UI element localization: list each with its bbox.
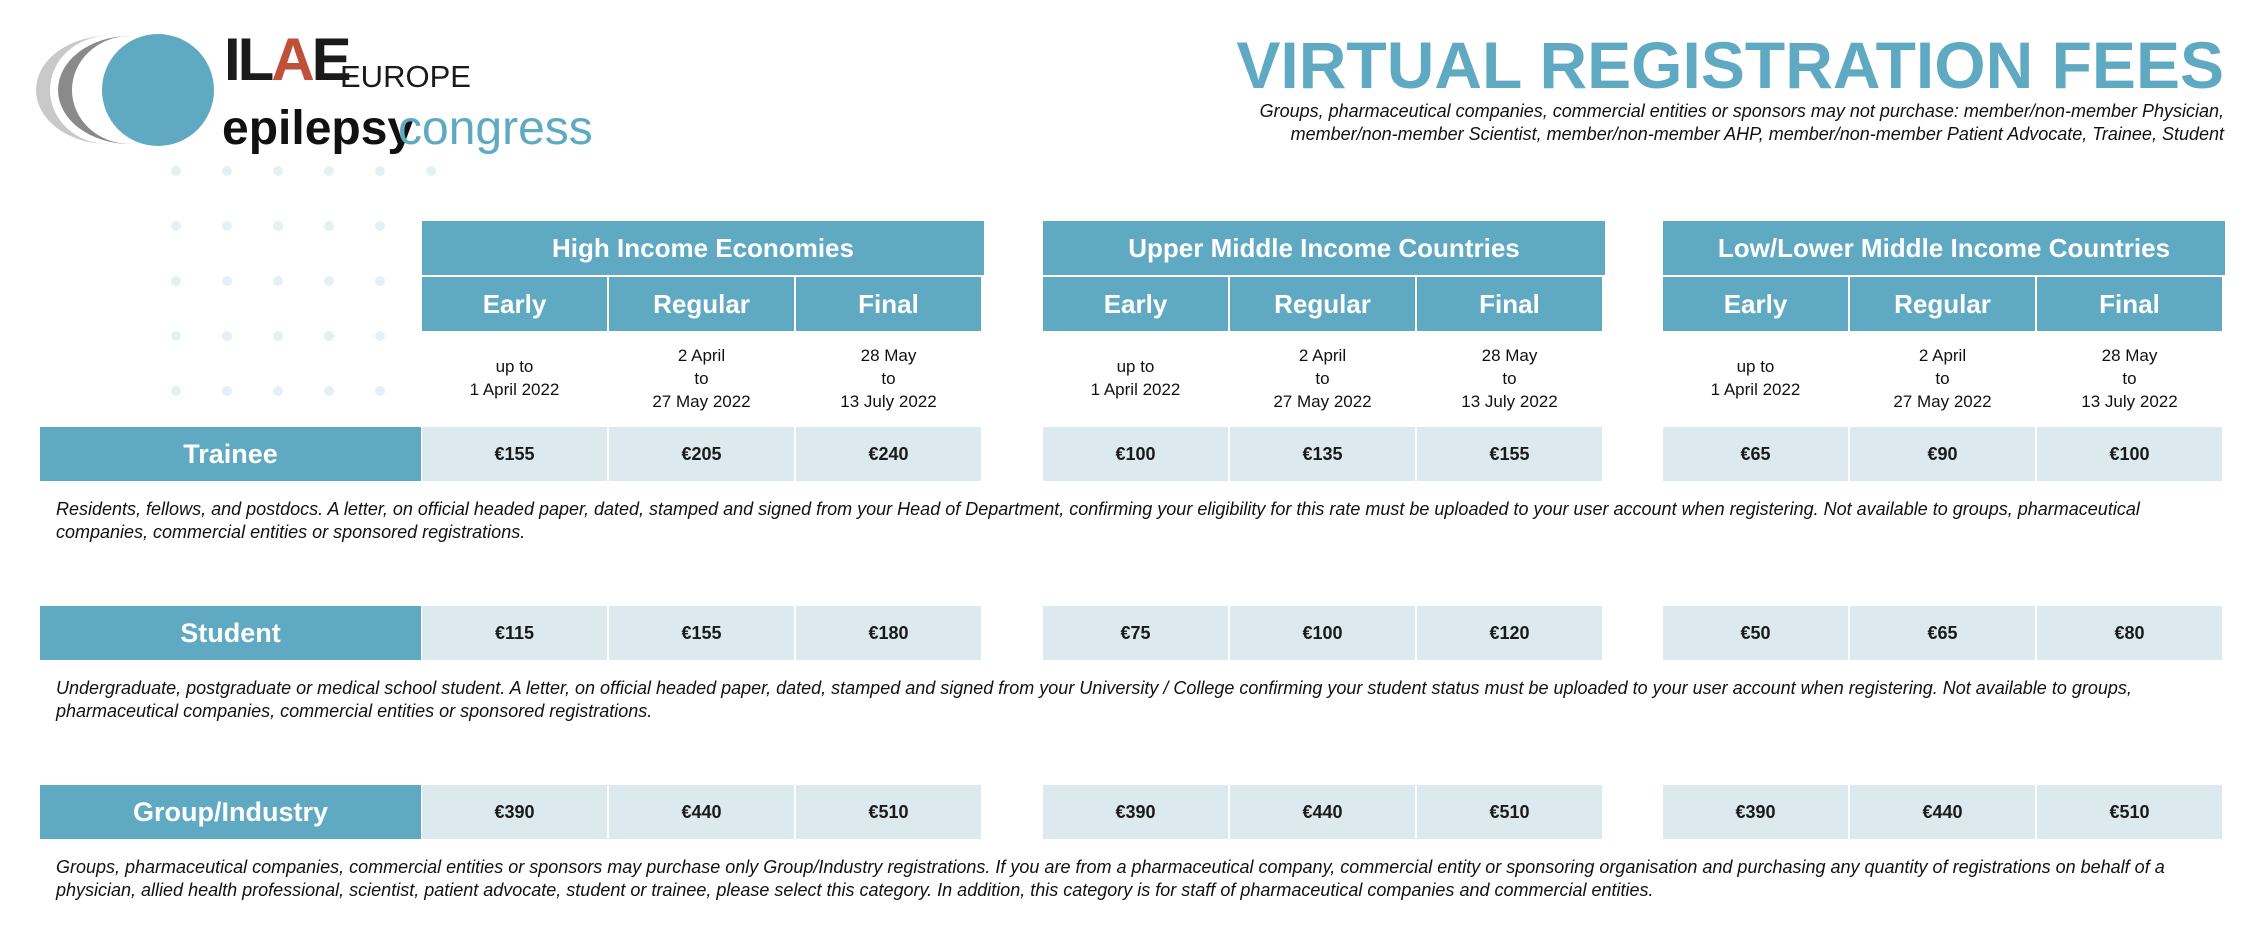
price-cell: €155 <box>422 427 607 481</box>
period-header-early: Early <box>422 277 607 331</box>
decor-dot <box>222 221 232 231</box>
decor-dot <box>375 276 385 286</box>
period-header-regular: Regular <box>609 277 794 331</box>
decor-dot <box>324 221 334 231</box>
period-dates-regular <box>1230 332 1415 424</box>
price-cell: €390 <box>1663 785 1848 839</box>
decor-dot <box>273 386 283 396</box>
price-cell: €440 <box>1230 785 1415 839</box>
period-header-final: Final <box>2037 277 2222 331</box>
price-cell: €390 <box>422 785 607 839</box>
row-label-group-industry: Group/Industry <box>40 785 421 839</box>
price-cell: €205 <box>609 427 794 481</box>
decor-dot <box>273 331 283 341</box>
period-header-regular: Regular <box>1230 277 1415 331</box>
price-cell: €75 <box>1043 606 1228 660</box>
price-cell: €90 <box>1850 427 2035 481</box>
decor-dot <box>171 166 181 176</box>
decor-dot <box>324 166 334 176</box>
decor-dot <box>375 331 385 341</box>
price-cell: €100 <box>2037 427 2222 481</box>
row-label-trainee: Trainee <box>40 427 421 481</box>
date-line: to <box>1502 368 1517 388</box>
income-group-header: High Income Economies <box>422 221 984 275</box>
decor-dot <box>171 331 181 341</box>
period-header-final: Final <box>796 277 981 331</box>
row-description: Groups, pharmaceutical companies, commercial entities or sponsors may purchase only Group/Industry registrations. If you are from a pharmaceutical company, commercial entity or sponsoring organisation and purchasing any quantity of registrations on behalf of a physician, allied health professional, scientist, patient advocate, student or trainee, please select this category. In addition, this category is for staff of pharmaceutical companies and commercial entities. <box>56 857 2165 900</box>
decor-dot <box>222 331 232 341</box>
price-cell: €390 <box>1043 785 1228 839</box>
date-line: 2 April <box>1298 345 1347 365</box>
period-dates-early <box>1663 332 1848 424</box>
income-group-header: Low/Lower Middle Income Countries <box>1663 221 2225 275</box>
decor-dot <box>171 221 181 231</box>
date-line: 28 May <box>860 345 917 365</box>
price-cell: €65 <box>1663 427 1848 481</box>
price-cell: €440 <box>609 785 794 839</box>
date-line: 28 May <box>2101 345 2158 365</box>
logo-word-congress: congress <box>398 102 593 155</box>
date-line: 2 April <box>1918 345 1967 365</box>
period-header-regular: Regular <box>1850 277 2035 331</box>
price-cell: €440 <box>1850 785 2035 839</box>
date-line: to <box>694 368 709 388</box>
price-cell: €180 <box>796 606 981 660</box>
page-title: VIRTUAL REGISTRATION FEES <box>1236 28 2224 102</box>
row-label-student: Student <box>40 606 421 660</box>
decor-dot <box>171 276 181 286</box>
decor-dot <box>375 386 385 396</box>
date-line: 1 April 2022 <box>469 380 560 399</box>
date-line: to <box>2122 368 2137 388</box>
decor-dot <box>324 386 334 396</box>
date-line: 13 July 2022 <box>1461 391 1558 411</box>
date-line: 1 April 2022 <box>1710 380 1801 399</box>
income-group-header: Upper Middle Income Countries <box>1043 221 1605 275</box>
date-line: 28 May <box>1481 345 1538 365</box>
date-line: to <box>1315 368 1330 388</box>
row-description: Undergraduate, postgraduate or medical school student. A letter, on official headed paper, dated, stamped and signed from your University / College confirming your student status must be uploaded to your user account when registering. Not available to groups, pharmaceutical companies, commercial entities or sponsored registrations. <box>56 678 2132 721</box>
decor-dot <box>375 166 385 176</box>
decor-dot <box>324 331 334 341</box>
period-header-final: Final <box>1417 277 1602 331</box>
date-line: up to <box>1736 357 1775 376</box>
decor-dot <box>273 166 283 176</box>
logo-region: EUROPE <box>340 59 471 94</box>
date-line: 27 May 2022 <box>652 391 751 411</box>
logo-circle <box>102 34 214 146</box>
price-cell: €80 <box>2037 606 2222 660</box>
date-line: 2 April <box>677 345 726 365</box>
price-cell: €510 <box>796 785 981 839</box>
row-description: Residents, fellows, and postdocs. A letter, on official headed paper, dated, stamped and signed from your Head of Department, confirming your eligibility for this rate must be uploaded to your user account when registering. Not available to groups, pharmaceutical companies, commercial entities or sponsored registrations. <box>56 499 2140 542</box>
period-dates-final <box>1417 332 1602 424</box>
price-cell: €155 <box>609 606 794 660</box>
price-cell: €155 <box>1417 427 1602 481</box>
decor-dot <box>273 221 283 231</box>
purchase-restriction-note: Groups, pharmaceutical companies, commercial entities or sponsors may not purchase: member/non-member Physician, member/non-member Scientist, member/non-member AHP, member/non-member Patient Advocate, Trainee, Student <box>1259 101 2224 144</box>
decor-dot <box>222 386 232 396</box>
period-dates-regular <box>609 332 794 424</box>
price-cell: €510 <box>2037 785 2222 839</box>
logo-word-epilepsy: epilepsy <box>222 102 415 155</box>
date-line: 27 May 2022 <box>1893 391 1992 411</box>
decor-dot <box>171 386 181 396</box>
price-cell: €65 <box>1850 606 2035 660</box>
price-cell: €50 <box>1663 606 1848 660</box>
decor-dot <box>222 276 232 286</box>
price-cell: €115 <box>422 606 607 660</box>
date-line: up to <box>1116 357 1155 376</box>
decor-dot <box>222 166 232 176</box>
date-line: to <box>881 368 896 388</box>
price-cell: €240 <box>796 427 981 481</box>
date-line: 13 July 2022 <box>840 391 937 411</box>
price-cell: €510 <box>1417 785 1602 839</box>
date-line: 27 May 2022 <box>1273 391 1372 411</box>
period-dates-final <box>2037 332 2222 424</box>
date-line: to <box>1935 368 1950 388</box>
decor-dot <box>324 276 334 286</box>
logo-ilae: ILAE <box>224 26 349 93</box>
period-header-early: Early <box>1663 277 1848 331</box>
price-cell: €120 <box>1417 606 1602 660</box>
period-dates-early <box>1043 332 1228 424</box>
date-line: 13 July 2022 <box>2081 391 2178 411</box>
decor-dot <box>426 166 436 176</box>
period-dates-regular <box>1850 332 2035 424</box>
price-cell: €135 <box>1230 427 1415 481</box>
date-line: 1 April 2022 <box>1090 380 1181 399</box>
decor-dot <box>375 221 385 231</box>
period-header-early: Early <box>1043 277 1228 331</box>
period-dates-early <box>422 332 607 424</box>
decor-dot <box>273 276 283 286</box>
date-line: up to <box>495 357 534 376</box>
period-dates-final <box>796 332 981 424</box>
price-cell: €100 <box>1043 427 1228 481</box>
price-cell: €100 <box>1230 606 1415 660</box>
